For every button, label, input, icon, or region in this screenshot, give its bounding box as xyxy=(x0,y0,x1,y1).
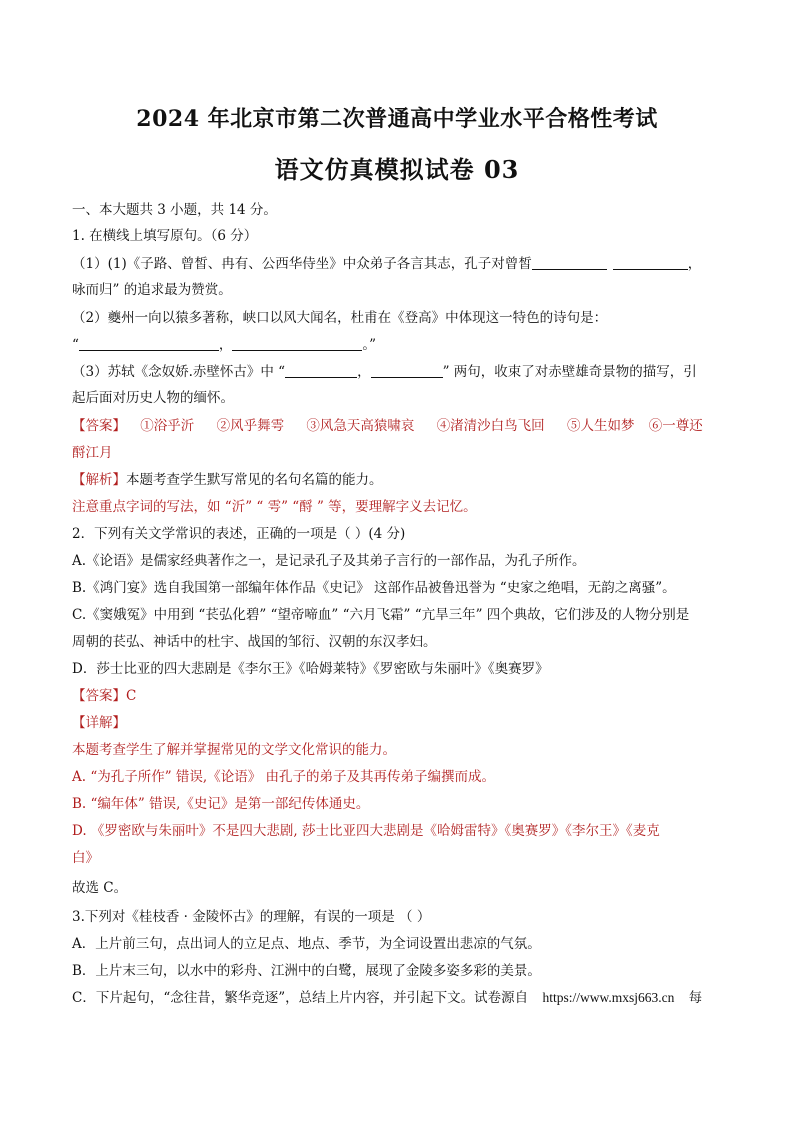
q1-part3-cont: 起后面对历史人物的缅怀。 xyxy=(72,390,234,406)
answer-blank xyxy=(232,336,362,351)
q2-option-c-cont: 周朝的苌弘、神话中的杜宇、战国的邹衍、汉朝的东汉孝妇。 xyxy=(72,634,437,650)
q1-answer xyxy=(72,416,732,436)
answer-blank xyxy=(371,363,443,378)
quote-close: 。” xyxy=(362,337,377,353)
answer-item: ⑥一尊还 xyxy=(648,418,703,434)
q2-detail-intro: 本题考查学生了解并掌握常见的文学文化常识的能力。 xyxy=(72,742,396,758)
q1-stem: 1. 在横线上填写原句。（6 分） xyxy=(72,228,258,244)
analysis-text: 本题考查学生默写常见的名句名篇的能力。 xyxy=(126,472,383,488)
q1-part1-text: （1）(1)《子路、曾皙、冉有、公西华侍坐》中众弟子各言其志，孔子对曾皙 xyxy=(72,256,532,272)
comma: ， xyxy=(357,364,371,380)
q1-part3-text: （3）苏轼《念奴娇.赤壁怀古》中 “ xyxy=(72,364,286,380)
q1-part3 xyxy=(72,362,732,382)
q3-stem: 3.下列对《桂枝香 · 金陵怀古》的理解，有误的一项是 （ ） xyxy=(72,909,431,925)
q2-detail-d: D. 《罗密欧与朱丽叶》不是四大悲剧, 莎士比亚四大悲剧是《哈姆雷特》《奥赛罗》《李尔王》《麦克 xyxy=(72,823,660,839)
answer-item: ③风急天高猿啸哀 xyxy=(306,418,415,434)
q3-option-c xyxy=(72,988,732,1008)
answer-label: 【答案】 xyxy=(72,418,126,434)
q2-detail-a: A. “为孔子所作” 错误,《论语》 由孔子的弟子及其再传弟子编撰而成。 xyxy=(72,769,496,785)
q3-option-b: B．上片末三句，以水中的彩舟、江洲中的白鹭，展现了金陵多姿多彩的美景。 xyxy=(72,963,541,979)
answer-blank xyxy=(79,336,219,351)
document-subtitle: 语文仿真模拟试卷 03 xyxy=(274,155,520,184)
answer-blank xyxy=(613,255,688,270)
document-title: 2024 年北京市第二次普通高中学业水平合格性考试 xyxy=(136,106,658,132)
answer-blank xyxy=(532,255,607,270)
q1-part3-text2: ” 两句，收束了对赤壁雄奇景物的描写，引 xyxy=(442,364,697,380)
q3-option-c-text: C．下片起句，“念往昔，繁华竞逐”，总结上片内容，并引起下文。试卷源自 xyxy=(72,990,529,1006)
answer-item: ①浴乎沂 xyxy=(140,418,195,434)
q1-part1-cont: 咏而归” 的追求最为赞赏。 xyxy=(72,282,232,298)
answer-item: ②风乎舞雩 xyxy=(216,418,285,434)
q2-option-b: B.《鸿门宴》选自我国第一部编年体作品《史记》 这部作品被鲁迅誉为 “史家之绝唱，无韵之离骚”。 xyxy=(72,580,676,596)
quote-open: “ xyxy=(72,337,79,353)
q2-conclusion: 故选 C。 xyxy=(72,880,128,896)
analysis-label: 【解析】 xyxy=(72,472,126,488)
q2-detail-label: 【详解】 xyxy=(72,715,126,731)
q1-part2: （2）夔州一向以猿多著称，峡口以风大闻名，杜甫在《登高》中体现这一特色的诗句是： xyxy=(72,310,608,326)
comma: ， xyxy=(218,337,233,353)
source-url[interactable]: https://www.mxsj663.cn xyxy=(542,990,675,1005)
q2-answer: 【答案】C xyxy=(72,688,137,704)
q3-option-a: A．上片前三句，点出词人的立足点、地点、季节，为全词设置出悲凉的气氛。 xyxy=(72,936,541,952)
q2-option-d: D．莎士比亚的四大悲剧是《李尔王》《哈姆莱特》《罗密欧与朱丽叶》《奥赛罗》 xyxy=(72,661,549,677)
q2-detail-d-cont: 白》 xyxy=(72,850,99,866)
q2-detail-b: B. “编年体” 错误,《史记》是第一部纪传体通史。 xyxy=(72,796,370,812)
section-heading: 一、本大题共 3 小题，共 14 分。 xyxy=(72,202,277,218)
q1-part1 xyxy=(72,254,732,274)
q2-option-c: C.《窦娥冤》中用到 “苌弘化碧” “望帝啼血” “六月飞霜” “亢旱三年” 四个典故，它们涉及的人物分别是 xyxy=(72,607,690,623)
q2-option-a: A.《论语》是儒家经典著作之一，是记录孔子及其弟子言行的一部作品，为孔子所作。 xyxy=(72,553,586,569)
answer-item: ⑤人生如梦 xyxy=(566,418,635,434)
q1-note: 注意重点字词的写法，如 “沂” “ 雩” “酹 ” 等，要理解字义去记忆。 xyxy=(72,499,477,515)
answer-item: ④渚清沙白鸟飞回 xyxy=(436,418,545,434)
answer-blank xyxy=(285,363,357,378)
q2-stem: 2．下列有关文学常识的表述，正确的一项是（ ）(4 分) xyxy=(72,526,406,542)
q1-analysis xyxy=(72,470,732,490)
q1-answer-cont: 酹江月 xyxy=(72,445,113,461)
q1-part1-comma: ， xyxy=(687,256,702,272)
q1-part2-blanks xyxy=(72,335,732,355)
q3-option-c-tail: 每 xyxy=(688,990,703,1006)
